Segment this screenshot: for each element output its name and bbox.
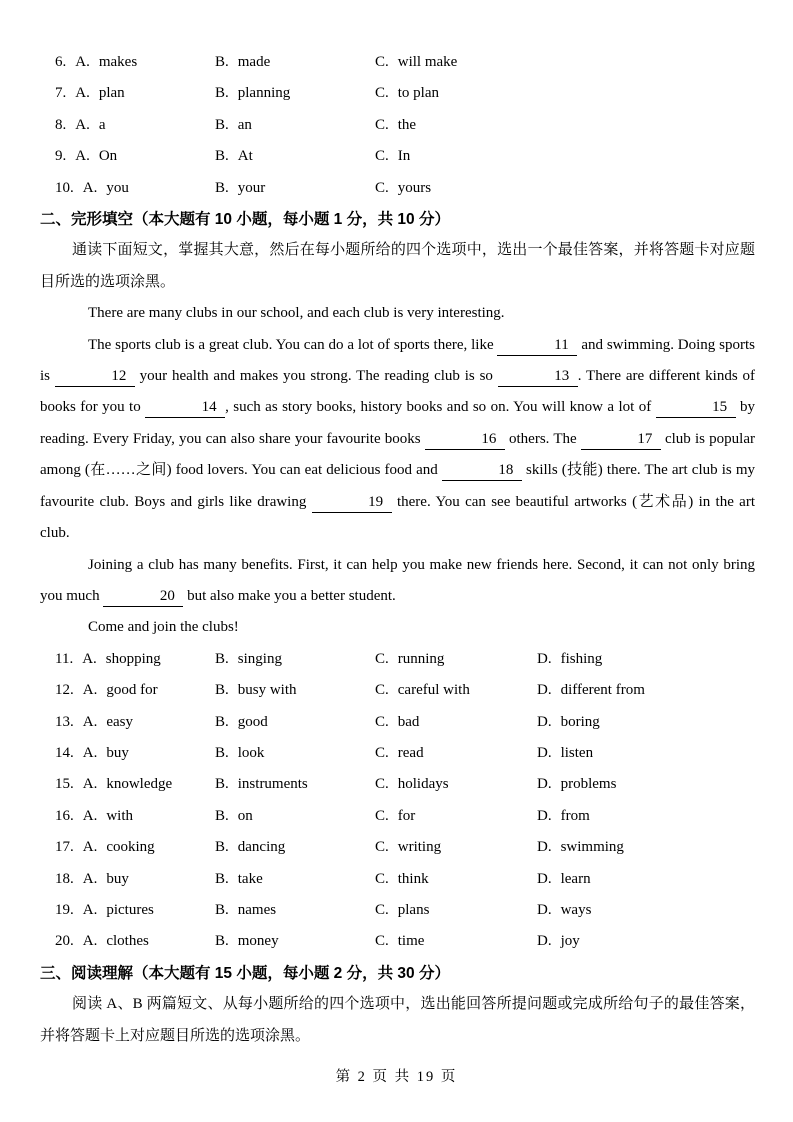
option-b-q8 — [215, 110, 375, 141]
option-label: A. — [82, 839, 98, 856]
option-label: B. — [215, 54, 229, 70]
option-label: D. — [537, 807, 552, 824]
option-a-q16 — [55, 801, 215, 832]
option-label: B. — [215, 870, 229, 887]
option-text: think — [397, 870, 429, 887]
option-label: B. — [215, 713, 229, 730]
option-b-q19 — [215, 895, 375, 926]
section2-instructions: 通读下面短文，掌握其大意，然后在每小题所给的四个选项中，选出一个最佳答案，并将答题卡对应题目所选的选项涂黑。 — [40, 242, 755, 290]
option-label: C. — [375, 870, 389, 887]
option-a-q9 — [55, 141, 215, 172]
option-text: yours — [397, 179, 432, 196]
option-b-q16 — [215, 801, 375, 832]
option-c-q12 — [375, 675, 537, 706]
option-text: made — [237, 54, 271, 70]
option-text: boring — [560, 713, 600, 730]
question-number: 17. — [55, 839, 74, 856]
option-c-q13 — [375, 707, 537, 738]
option-b-q17 — [215, 832, 375, 863]
question-row-15 — [40, 769, 755, 800]
question-number: 15. — [55, 776, 74, 793]
option-a-q8 — [55, 110, 215, 141]
option-text: running — [397, 650, 445, 667]
page-footer: 第 2 页 共 19 页 — [335, 1069, 458, 1085]
option-text: clothes — [106, 933, 149, 950]
question-number: 6. — [55, 54, 67, 70]
option-label: B. — [215, 901, 229, 918]
question-row-10 — [40, 173, 755, 204]
option-text: time — [397, 933, 425, 950]
option-label: D. — [537, 713, 552, 730]
option-text: buy — [106, 744, 129, 761]
option-c-q17 — [375, 832, 537, 863]
section2-title: 二、完形填空（本大题有 10 小题，每小题 1 分，共 10 分） — [40, 211, 450, 229]
question-row-9 — [40, 141, 755, 172]
option-label: C. — [375, 933, 389, 950]
option-text: makes — [98, 54, 138, 70]
option-text: on — [237, 807, 253, 824]
cloze-blank-14: 14 — [145, 398, 225, 418]
option-b-q10 — [215, 173, 375, 204]
option-label: C. — [375, 713, 389, 730]
option-text: dancing — [237, 839, 286, 856]
option-label: A. — [82, 901, 98, 918]
option-c-q6 — [375, 47, 755, 78]
option-text: you — [106, 179, 129, 196]
cloze-paragraph: Joining a club has many benefits. First, it can help you make new friends here. Second, it can not only bring you much 20 but also make you a better student. — [40, 550, 755, 613]
option-text: singing — [237, 650, 282, 667]
option-text: learn — [560, 870, 591, 887]
option-a-q20 — [55, 926, 215, 957]
question-number: 12. — [55, 682, 74, 699]
option-b-q11 — [215, 644, 375, 675]
question-row-19 — [40, 895, 755, 926]
option-label: B. — [215, 744, 229, 761]
question-row-12 — [40, 675, 755, 706]
option-label: C. — [375, 744, 389, 761]
option-text: shopping — [105, 650, 161, 667]
option-c-q10 — [375, 173, 755, 204]
question-number: 7. — [55, 85, 67, 102]
option-label: C. — [375, 807, 389, 824]
option-text: bad — [397, 713, 420, 730]
option-b-q12 — [215, 675, 375, 706]
option-label: D. — [537, 776, 552, 793]
cloze-passage — [40, 298, 755, 643]
question-number: 9. — [55, 148, 67, 165]
option-label: B. — [215, 839, 229, 856]
option-text: At — [237, 148, 253, 165]
option-label: C. — [375, 85, 389, 102]
question-number: 20. — [55, 933, 74, 950]
option-label: C. — [375, 839, 389, 856]
option-c-q8 — [375, 110, 755, 141]
option-text: will make — [397, 54, 458, 70]
option-label: D. — [537, 870, 552, 887]
option-label: C. — [375, 54, 389, 70]
option-label: D. — [537, 901, 552, 918]
option-text: fishing — [560, 650, 603, 667]
cloze-paragraph: The sports club is a great club. You can do a lot of sports there, like 11 and swimming. Doing sports is 12 your health and makes you strong. The reading club is so 13 . There are different kinds of books for you to 14 , such as story books, history books and so on. You will know a lot of 15 by reading. Every Friday, you can also share your favourite books 16 others. The 17 club is popular among (在……之间) food lovers. You can eat delicious food and 18 skills (技能) there. The art club is my favourite club. Boys and girls like drawing 19 there. You can see beautiful artworks (艺术品) in the art club. — [40, 336, 756, 542]
option-c-q9 — [375, 141, 755, 172]
option-label: C. — [375, 682, 389, 699]
question-row-7 — [40, 78, 755, 109]
option-a-q17 — [55, 832, 215, 863]
option-text: instruments — [237, 776, 308, 793]
question-number: 16. — [55, 807, 74, 824]
option-d-q19 — [537, 895, 755, 926]
option-label: D. — [537, 682, 552, 699]
option-text: buy — [106, 870, 129, 887]
option-label: D. — [537, 650, 552, 667]
option-a-q18 — [55, 864, 215, 895]
option-label: B. — [215, 179, 229, 196]
option-label: A. — [82, 807, 98, 824]
option-text: with — [106, 807, 134, 824]
option-text: easy — [106, 713, 133, 730]
option-c-q7 — [375, 78, 755, 109]
option-text: an — [237, 116, 252, 133]
section3-instructions: 阅读 A、B 两篇短文、从每小题所给的四个选项中，选出能回答所提问题或完成所给句子的最佳答案，并将答题卡上对应题目所选的选项涂黑。 — [40, 996, 755, 1044]
cloze-blank-16: 16 — [425, 430, 505, 450]
option-label: C. — [375, 116, 389, 133]
option-label: C. — [375, 148, 389, 165]
question-row-8 — [40, 110, 755, 141]
option-label: A. — [82, 682, 98, 699]
option-text: knowledge — [106, 776, 173, 793]
option-a-q12 — [55, 675, 215, 706]
option-a-q6 — [55, 47, 215, 78]
option-label: B. — [215, 807, 229, 824]
cloze-blank-20: 20 — [103, 587, 183, 607]
option-b-q20 — [215, 926, 375, 957]
option-d-q16 — [537, 801, 755, 832]
option-label: A. — [82, 776, 98, 793]
option-b-q18 — [215, 864, 375, 895]
option-text: cooking — [106, 839, 155, 856]
question-row-18 — [40, 864, 755, 895]
option-text: plans — [397, 901, 430, 918]
option-a-q19 — [55, 895, 215, 926]
option-label: B. — [215, 682, 229, 699]
option-text: joy — [560, 933, 580, 950]
questions-11-20-option-rows — [40, 644, 755, 958]
option-text: pictures — [106, 901, 154, 918]
option-b-q15 — [215, 769, 375, 800]
question-row-20 — [40, 926, 755, 957]
option-text: swimming — [560, 839, 624, 856]
option-text: careful with — [397, 682, 470, 699]
option-b-q9 — [215, 141, 375, 172]
option-label: A. — [82, 713, 98, 730]
option-text: On — [98, 148, 118, 165]
option-text: different from — [560, 682, 645, 699]
question-row-17 — [40, 832, 755, 863]
option-label: C. — [375, 650, 389, 667]
option-b-q6 — [215, 47, 375, 78]
option-label: B. — [215, 116, 229, 133]
option-c-q14 — [375, 738, 537, 769]
question-row-11 — [40, 644, 755, 675]
option-d-q15 — [537, 769, 755, 800]
option-label: B. — [215, 85, 229, 102]
option-d-q20 — [537, 926, 755, 957]
option-label: B. — [215, 776, 229, 793]
option-a-q14 — [55, 738, 215, 769]
question-number: 18. — [55, 870, 74, 887]
option-text: look — [237, 744, 265, 761]
option-text: a — [98, 116, 106, 133]
question-number: 19. — [55, 901, 74, 918]
option-label: B. — [215, 650, 229, 667]
option-text: take — [237, 870, 263, 887]
option-d-q11 — [537, 644, 755, 675]
option-text: listen — [560, 744, 594, 761]
option-label: A. — [82, 933, 98, 950]
option-text: read — [397, 744, 424, 761]
option-text: busy with — [237, 682, 297, 699]
option-a-q7 — [55, 78, 215, 109]
option-text: to plan — [397, 85, 440, 102]
option-d-q17 — [537, 832, 755, 863]
option-text: plan — [98, 85, 125, 102]
option-d-q12 — [537, 675, 755, 706]
option-text: writing — [397, 839, 442, 856]
option-text: good for — [106, 682, 158, 699]
option-a-q15 — [55, 769, 215, 800]
cloze-blank-12: 12 — [55, 367, 135, 387]
option-label: A. — [75, 148, 90, 165]
option-text: ways — [560, 901, 592, 918]
option-text: for — [397, 807, 416, 824]
question-row-14 — [40, 738, 755, 769]
option-label: C. — [375, 179, 389, 196]
cloze-paragraph: Come and join the clubs! — [88, 619, 239, 636]
option-text: names — [237, 901, 277, 918]
option-label: A. — [75, 85, 90, 102]
section3-title: 三、阅读理解（本大题有 15 小题，每小题 2 分，共 30 分） — [40, 964, 450, 982]
question-number: 13. — [55, 713, 74, 730]
option-c-q16 — [375, 801, 537, 832]
cloze-blank-19: 19 — [312, 493, 392, 513]
option-text: holidays — [397, 776, 449, 793]
option-b-q14 — [215, 738, 375, 769]
option-label: D. — [537, 744, 552, 761]
option-label: A. — [82, 870, 98, 887]
cloze-blank-11: 11 — [497, 336, 577, 356]
option-label: C. — [375, 776, 389, 793]
option-text: problems — [560, 776, 617, 793]
question-number: 10. — [55, 179, 74, 196]
cloze-blank-15: 15 — [656, 398, 736, 418]
option-label: C. — [375, 901, 389, 918]
option-c-q18 — [375, 864, 537, 895]
option-a-q10 — [55, 173, 215, 204]
option-text: your — [237, 179, 266, 196]
option-text: from — [560, 807, 590, 824]
option-label: A. — [75, 116, 90, 133]
option-label: D. — [537, 933, 552, 950]
option-text: money — [237, 933, 279, 950]
option-label: A. — [82, 179, 98, 196]
option-c-q20 — [375, 926, 537, 957]
option-text: planning — [237, 85, 291, 102]
cloze-blank-18: 18 — [442, 461, 522, 481]
option-b-q13 — [215, 707, 375, 738]
option-text: the — [397, 116, 417, 133]
option-label: A. — [82, 744, 98, 761]
option-label: A. — [75, 54, 90, 70]
option-label: D. — [537, 839, 552, 856]
cloze-paragraph: There are many clubs in our school, and each club is very interesting. — [88, 305, 505, 322]
option-c-q15 — [375, 769, 537, 800]
option-d-q13 — [537, 707, 755, 738]
option-text: In — [397, 148, 411, 165]
question-row-13 — [40, 707, 755, 738]
cloze-blank-13: 13 — [498, 367, 578, 387]
questions-6-10-option-rows — [40, 47, 755, 204]
option-label: B. — [215, 148, 229, 165]
question-number: 11. — [55, 650, 74, 667]
option-text: good — [237, 713, 268, 730]
question-number: 8. — [55, 116, 67, 133]
option-b-q7 — [215, 78, 375, 109]
cloze-blank-17: 17 — [581, 430, 661, 450]
option-label: A. — [82, 650, 97, 667]
question-row-6 — [40, 47, 755, 78]
option-c-q11 — [375, 644, 537, 675]
option-c-q19 — [375, 895, 537, 926]
question-row-16 — [40, 801, 755, 832]
question-number: 14. — [55, 744, 74, 761]
option-d-q14 — [537, 738, 755, 769]
option-a-q13 — [55, 707, 215, 738]
option-label: B. — [215, 933, 229, 950]
option-a-q11 — [55, 644, 215, 675]
option-d-q18 — [537, 864, 755, 895]
